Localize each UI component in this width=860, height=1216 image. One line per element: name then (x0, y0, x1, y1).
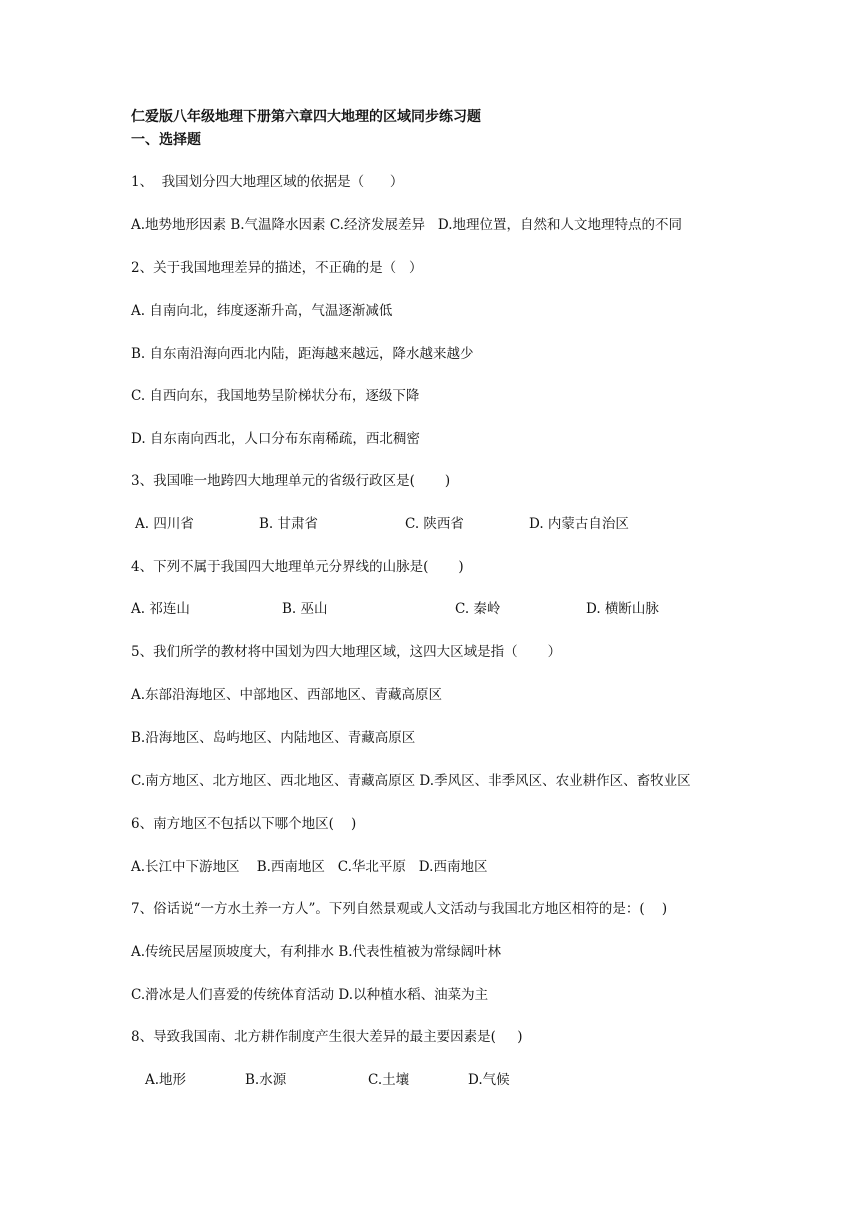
question-6-options: A.长江中下游地区 B.西南地区 C.华北平原 D.西南地区 (131, 859, 488, 875)
question-1-options: A.地势地形因素 B.气温降水因素 C.经济发展差异 D.地理位置，自然和人文地理特点的不同 (131, 217, 682, 233)
question-1-stem: 1、 我国划分四大地理区域的依据是（ ） (131, 174, 404, 190)
question-2-option-c: C. 自西向东，我国地势呈阶梯状分布，逐级下降 (131, 388, 420, 404)
question-8-option-c: C.土壤 (368, 1072, 410, 1088)
question-3-option-a: A. 四川省 (135, 516, 194, 532)
section-heading: 一、选择题 (131, 132, 201, 148)
question-4-option-c: C. 秦岭 (455, 601, 501, 617)
question-7-option-cd: C.滑冰是人们喜爱的传统体育活动 D.以种植水稻、油菜为主 (131, 987, 489, 1003)
question-3-stem: 3、我国唯一地跨四大地理单元的省级行政区是( ) (131, 473, 451, 489)
question-6-stem: 6、南方地区不包括以下哪个地区( ) (131, 816, 357, 832)
question-8-option-a: A.地形 (145, 1072, 187, 1088)
question-5-option-cd: C.南方地区、北方地区、西北地区、青藏高原区 D.季风区、非季风区、农业耕作区、畜牧业区 (131, 773, 691, 789)
question-4-option-d: D. 横断山脉 (586, 601, 659, 617)
question-2-option-b: B. 自东南沿海向西北内陆，距海越来越远，降水越来越少 (131, 346, 474, 362)
question-4-option-a: A. 祁连山 (131, 601, 190, 617)
question-5-stem: 5、我们所学的教材将中国划为四大地理区域，这四大区域是指（ ） (131, 644, 562, 660)
question-8-stem: 8、导致我国南、北方耕作制度产生很大差异的最主要因素是( ) (131, 1029, 523, 1045)
document-title: 仁爱版八年级地理下册第六章四大地理的区域同步练习题 (131, 109, 481, 125)
question-5-option-a: A.东部沿海地区、中部地区、西部地区、青藏高原区 (131, 687, 443, 703)
question-3-option-c: C. 陕西省 (405, 516, 464, 532)
question-5-option-b: B.沿海地区、岛屿地区、内陆地区、青藏高原区 (131, 730, 416, 746)
question-4-stem: 4、下列不属于我国四大地理单元分界线的山脉是( ) (131, 559, 464, 575)
question-2-stem: 2、关于我国地理差异的描述，不正确的是（ ） (131, 260, 423, 276)
question-7-option-ab: A.传统民居屋顶坡度大，有利排水 B.代表性植被为常绿阔叶林 (131, 944, 502, 960)
question-4-option-b: B. 巫山 (282, 601, 328, 617)
question-8-option-d: D.气候 (468, 1072, 510, 1088)
question-2-option-d: D. 自东南向西北，人口分布东南稀疏，西北稠密 (131, 431, 420, 447)
question-3-option-b: B. 甘肃省 (259, 516, 319, 532)
question-3-option-d: D. 内蒙古自治区 (529, 516, 629, 532)
question-2-option-a: A. 自南向北，纬度逐渐升高，气温逐渐减低 (131, 303, 393, 319)
question-8-option-b: B.水源 (245, 1072, 287, 1088)
question-7-stem: 7、俗话说“一方水土养一方人”。下列自然景观或人文活动与我国北方地区相符的是：( ) (131, 901, 668, 917)
